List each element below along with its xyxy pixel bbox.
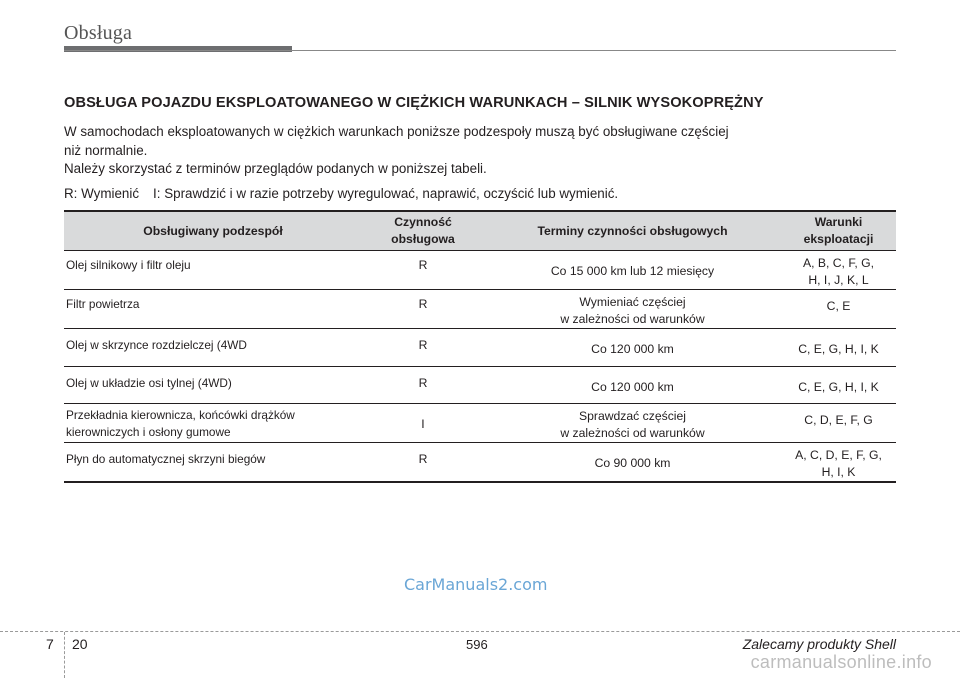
row-term bbox=[484, 404, 781, 443]
table-row bbox=[64, 290, 896, 329]
row-term: Co 120 000 km bbox=[484, 329, 781, 367]
schedule-note: Należy skorzystać z terminów przeglądów podanych w poniższej tabeli. bbox=[64, 161, 487, 176]
header-conditions bbox=[781, 211, 896, 251]
table-row bbox=[64, 367, 896, 404]
footer-chapter-number: 7 bbox=[46, 636, 54, 652]
row-term-l1: Sprawdzać częściej bbox=[578, 409, 687, 423]
legend-line bbox=[64, 184, 618, 203]
row-conditions bbox=[781, 443, 896, 483]
row-conditions: C, E, G, H, I, K bbox=[781, 329, 896, 367]
maintenance-table bbox=[64, 210, 896, 483]
table-row bbox=[64, 329, 896, 367]
row-action: R bbox=[362, 329, 484, 367]
footer-center-number: 596 bbox=[466, 637, 488, 652]
row-term-l2: w zależności od warunków bbox=[560, 312, 705, 326]
row-part bbox=[64, 404, 362, 443]
footer-site-watermark[interactable]: carmanualsonline.info bbox=[750, 652, 932, 672]
table-header-row bbox=[64, 211, 896, 251]
header-cond-l1: Warunki bbox=[814, 215, 863, 229]
row-action: R bbox=[362, 367, 484, 404]
row-action: R bbox=[362, 290, 484, 329]
table-row bbox=[64, 443, 896, 483]
legend-inspect: I: Sprawdzić i w razie potrzeby wyregulować, naprawić, oczyścić lub wymienić. bbox=[153, 186, 619, 201]
header-action bbox=[362, 211, 484, 251]
row-cond-l1: A, C, D, E, F, G, bbox=[795, 448, 882, 462]
row-part-l2: kierowniczych i osłony gumowe bbox=[66, 425, 231, 439]
row-cond-l2: H, I, K bbox=[821, 465, 856, 479]
page-header-title: Obsługa bbox=[64, 22, 133, 44]
row-term: Co 90 000 km bbox=[484, 443, 781, 483]
row-term: Co 15 000 km lub 12 miesięcy bbox=[484, 251, 781, 290]
row-conditions: C, E, G, H, I, K bbox=[781, 367, 896, 404]
header-accent-bar bbox=[64, 46, 292, 52]
row-action: I bbox=[362, 404, 484, 443]
section-title: OBSŁUGA POJAZDU EKSPLOATOWANEGO W CIĘŻKICH WARUNKACH – SILNIK WYSOKOPRĘŻNY bbox=[64, 95, 764, 111]
row-term-l1: Wymieniać częściej bbox=[579, 295, 686, 309]
row-part: Filtr powietrza bbox=[64, 290, 362, 329]
row-cond-l1: A, B, C, F, G, bbox=[802, 256, 875, 270]
footer-page-number: 20 bbox=[72, 636, 88, 652]
header-divider bbox=[64, 50, 896, 51]
row-conditions: C, D, E, F, G bbox=[781, 404, 896, 443]
row-part: Olej silnikowy i filtr oleju bbox=[64, 251, 362, 290]
row-term-l2: w zależności od warunków bbox=[560, 426, 705, 440]
row-term: Co 120 000 km bbox=[484, 367, 781, 404]
watermark-link[interactable]: CarManuals2.com bbox=[404, 575, 548, 594]
table-row bbox=[64, 251, 896, 290]
row-part: Olej w układzie osi tylnej (4WD) bbox=[64, 367, 362, 404]
row-cond-l2: H, I, J, K, L bbox=[808, 273, 869, 287]
intro-paragraph bbox=[64, 122, 844, 160]
footer-chapter-title: Zalecamy produkty Shell bbox=[742, 636, 896, 652]
row-conditions bbox=[781, 251, 896, 290]
header-part: Obsługiwany podzespół bbox=[64, 211, 362, 251]
intro-line-1: W samochodach eksploatowanych w ciężkich warunkach poniższe podzespoły muszą być obsługiwane częściej bbox=[64, 124, 729, 139]
table-row bbox=[64, 404, 896, 443]
header-action-l2: obsługowa bbox=[391, 232, 455, 246]
header-terms: Terminy czynności obsługowych bbox=[484, 211, 781, 251]
row-part: Płyn do automatycznej skrzyni biegów bbox=[64, 443, 362, 483]
legend-replace: R: Wymienić bbox=[64, 186, 140, 201]
row-part-l1: Przekładnia kierownicza, końcówki drążków bbox=[66, 408, 295, 422]
row-part: Olej w skrzynce rozdzielczej (4WD bbox=[64, 329, 362, 367]
intro-line-2: niż normalnie. bbox=[64, 143, 148, 158]
footer-vertical-divider bbox=[64, 632, 65, 678]
header-action-l1: Czynność bbox=[394, 215, 452, 229]
row-conditions: C, E bbox=[781, 290, 896, 329]
row-action: R bbox=[362, 443, 484, 483]
header-cond-l2: eksploatacji bbox=[803, 232, 874, 246]
row-term bbox=[484, 290, 781, 329]
footer-divider bbox=[0, 631, 960, 632]
row-action: R bbox=[362, 251, 484, 290]
